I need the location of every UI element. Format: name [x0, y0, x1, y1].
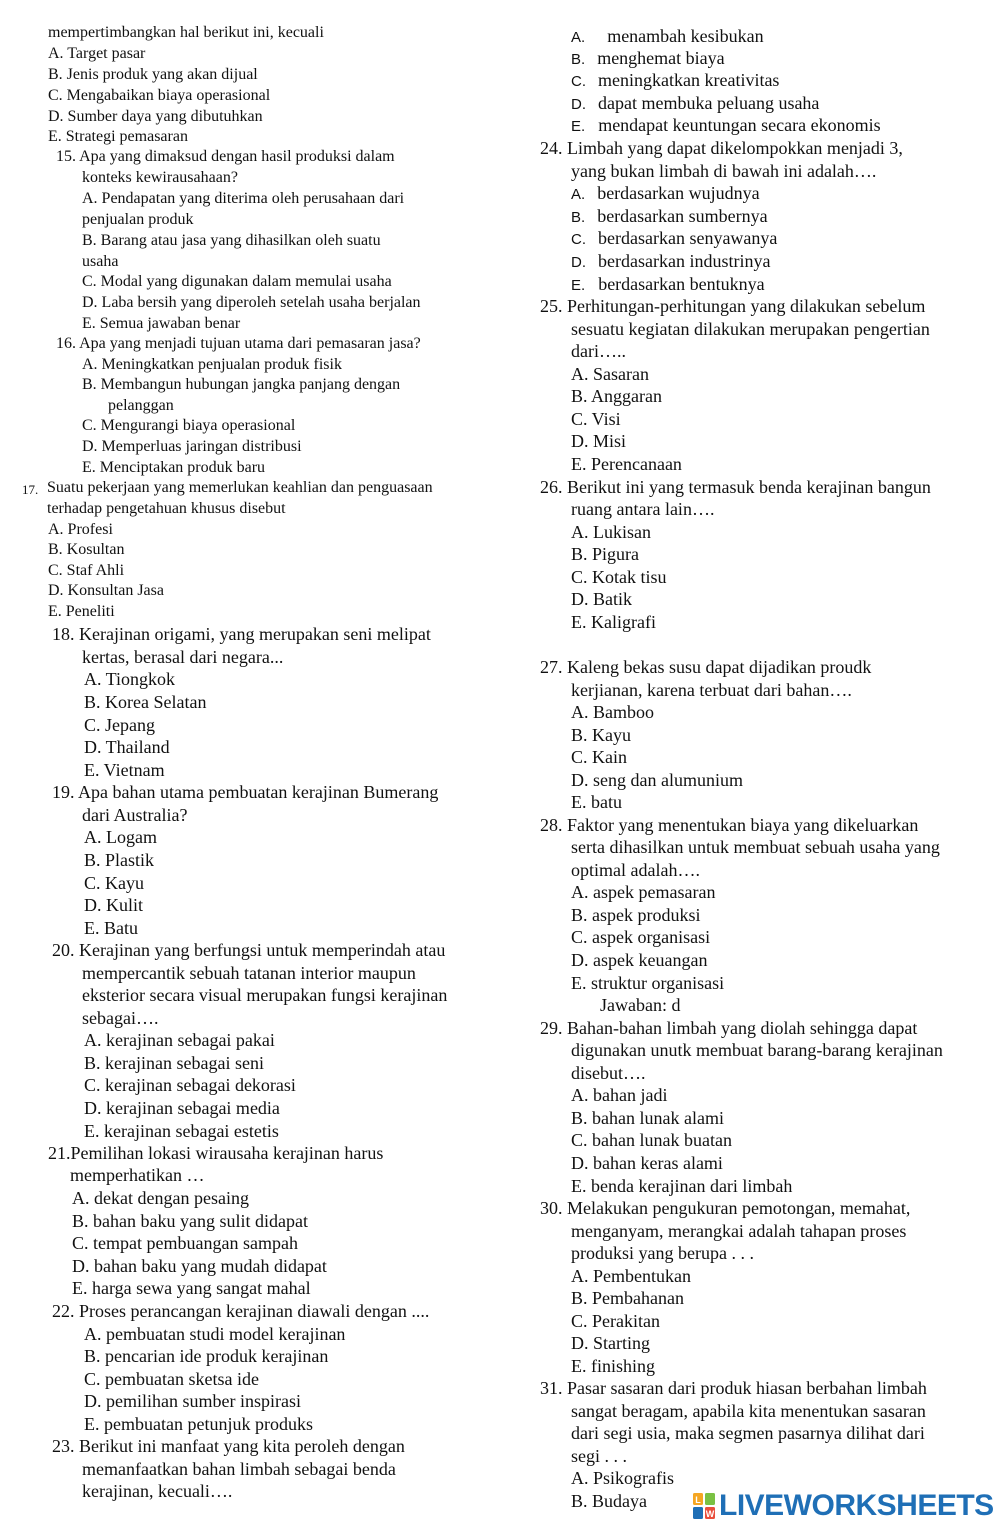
q29-option-e[interactable]: E. benda kerajinan dari limbah — [571, 1176, 793, 1196]
q20-option-a[interactable]: A. kerajinan sebagai pakai — [84, 1030, 275, 1050]
q17-option-e[interactable]: E. Peneliti — [48, 603, 115, 620]
q21-option-d[interactable]: D. bahan baku yang mudah didapat — [72, 1256, 327, 1276]
q17-option-b[interactable]: B. Kosultan — [48, 541, 125, 558]
question-30-line-2: menganyam, merangkai adalah tahapan proses — [571, 1221, 907, 1241]
question-21-line-2: memperhatikan … — [70, 1165, 205, 1185]
q28-option-b[interactable]: B. aspek produksi — [571, 905, 701, 925]
question-31: 31. Pasar sasaran dari produk hiasan berbahan limbah — [540, 1378, 927, 1398]
q17-option-a[interactable]: A. Profesi — [48, 521, 113, 538]
q25-option-c[interactable]: C. Visi — [571, 409, 621, 429]
q19-option-c[interactable]: C. Kayu — [84, 873, 144, 893]
logo-mark-l: L — [695, 1495, 701, 1505]
q30-option-d[interactable]: D. Starting — [571, 1333, 650, 1353]
question-18: 18. Kerajinan origami, yang merupakan seni melipat — [52, 624, 431, 644]
q22-option-e[interactable]: E. pembuatan petunjuk produks — [84, 1414, 313, 1434]
question-30-line-3: produksi yang berupa . . . — [571, 1243, 754, 1263]
question-25: 25. Perhitungan-perhitungan yang dilakukan sebelum — [540, 296, 926, 316]
q18-option-b[interactable]: B. Korea Selatan — [84, 692, 207, 712]
q18-option-c[interactable]: C. Jepang — [84, 715, 155, 735]
question-25-line-3: dari….. — [571, 341, 626, 361]
q23-option-c[interactable] — [571, 71, 779, 89]
q21-option-a[interactable]: A. dekat dengan pesaing — [72, 1188, 249, 1208]
q22-option-b[interactable]: B. pencarian ide produk kerajinan — [84, 1346, 329, 1366]
q23-option-b-letter: B. — [571, 51, 586, 68]
q19-option-d[interactable]: D. Kulit — [84, 895, 144, 915]
q29-option-a[interactable]: A. bahan jadi — [571, 1085, 668, 1105]
question-20-line-2: mempercantik sebuah tatanan interior maupun — [82, 963, 416, 983]
q22-option-c[interactable]: C. pembuatan sketsa ide — [84, 1369, 259, 1389]
q24-option-e-text: berdasarkan bentuknya — [598, 274, 765, 294]
q20-option-c[interactable]: C. kerajinan sebagai dekorasi — [84, 1075, 296, 1095]
q24-option-d-text: berdasarkan industrinya — [598, 251, 771, 271]
q15-option-a-cont: penjualan produk — [82, 211, 194, 228]
q22-option-a[interactable]: A. pembuatan studi model kerajinan — [84, 1324, 346, 1344]
q19-option-e[interactable]: E. Batu — [84, 918, 138, 938]
question-17-line-2: terhadap pengetahuan khusus disebut — [47, 500, 286, 517]
q14-option-a[interactable]: A. Target pasar — [48, 45, 146, 62]
question-31-line-3: dari segi usia, maka segmen pasarnya dilihat dari — [571, 1423, 925, 1443]
q31-option-a[interactable]: A. Psikografis — [571, 1468, 674, 1488]
question-24: 24. Limbah yang dapat dikelompokkan menjadi 3, — [540, 138, 903, 158]
question-19: 19. Apa bahan utama pembuatan kerajinan Bumerang — [52, 782, 439, 802]
question-29-line-2: digunakan unutk membuat barang-barang kerajinan — [571, 1040, 943, 1060]
question-29: 29. Bahan-bahan limbah yang diolah sehingga dapat — [540, 1018, 918, 1038]
question-20-line-3: eksterior secara visual merupakan fungsi kerajinan — [82, 985, 448, 1005]
q30-option-c[interactable]: C. Perakitan — [571, 1311, 660, 1331]
q16-option-d[interactable]: D. Memperluas jaringan distribusi — [82, 438, 302, 455]
q24-option-c-text: berdasarkan senyawanya — [598, 228, 778, 248]
q28-option-e[interactable]: E. struktur organisasi — [571, 973, 725, 993]
q21-option-c[interactable]: C. tempat pembuangan sampah — [72, 1233, 298, 1253]
q27-option-a[interactable]: A. Bamboo — [571, 702, 654, 722]
q17-option-c[interactable]: C. Staf Ahli — [48, 562, 125, 579]
q24-option-c-letter: C. — [571, 231, 586, 248]
q15-option-b[interactable]: B. Barang atau jasa yang dihasilkan oleh suatu — [82, 232, 381, 249]
q30-option-b[interactable]: B. Pembahanan — [571, 1288, 684, 1308]
liveworksheets-wordmark: LIVEWORKSHEETS — [719, 1489, 994, 1522]
q23-option-d[interactable] — [571, 94, 819, 112]
q30-option-e[interactable]: E. finishing — [571, 1356, 655, 1376]
q24-option-c[interactable] — [571, 229, 777, 247]
q30-option-a[interactable]: A. Pembentukan — [571, 1266, 691, 1286]
q26-option-c[interactable]: C. Kotak tisu — [571, 567, 667, 587]
q23-option-a-letter: A. — [571, 29, 586, 46]
question-24-line-2: yang bukan limbah di bawah ini adalah…. — [571, 161, 877, 181]
q24-option-e-letter: E. — [571, 277, 586, 294]
q24-option-d-letter: D. — [571, 254, 586, 271]
question-28-line-3: optimal adalah…. — [571, 860, 700, 880]
q19-option-b[interactable]: B. Plastik — [84, 850, 155, 870]
q14-option-d[interactable]: D. Sumber daya yang dibutuhkan — [48, 108, 263, 125]
q15-option-b-cont: usaha — [82, 253, 119, 270]
question-23-line-2: memanfaatkan bahan limbah sebagai benda — [82, 1459, 396, 1479]
q21-option-e[interactable]: E. harga sewa yang sangat mahal — [72, 1278, 311, 1298]
question-29-line-3: disebut…. — [571, 1063, 646, 1083]
question-27: 27. Kaleng bekas susu dapat dijadikan proudk — [540, 657, 872, 677]
q25-option-d[interactable]: D. Misi — [571, 431, 627, 451]
q28-option-c[interactable]: C. aspek organisasi — [571, 927, 711, 947]
q27-option-d[interactable]: D. seng dan alumunium — [571, 770, 743, 790]
q23-option-b[interactable] — [571, 49, 725, 67]
q29-option-c[interactable]: C. bahan lunak buatan — [571, 1130, 732, 1150]
q26-option-e[interactable]: E. Kaligrafi — [571, 612, 656, 632]
q27-option-b[interactable]: B. Kayu — [571, 725, 631, 745]
question-28: 28. Faktor yang menentukan biaya yang dikeluarkan — [540, 815, 919, 835]
q23-option-c-text: meningkatkan kreativitas — [598, 70, 780, 90]
q26-option-b[interactable]: B. Pigura — [571, 544, 640, 564]
q24-option-a-letter: A. — [571, 186, 586, 203]
q16-option-b[interactable]: B. Membangun hubungan jangka panjang dengan — [82, 376, 401, 393]
question-22: 22. Proses perancangan kerajinan diawali dengan .... — [52, 1301, 430, 1321]
question-23-line-3: kerajinan, kecuali…. — [82, 1481, 233, 1501]
q24-option-d[interactable] — [571, 252, 770, 270]
q28-answer-key: Jawaban: d — [600, 995, 681, 1015]
q21-option-b[interactable]: B. bahan baku yang sulit didapat — [72, 1211, 308, 1231]
q15-option-d[interactable]: D. Laba bersih yang diperoleh setelah usaha berjalan — [82, 294, 421, 311]
q15-option-a[interactable]: A. Pendapatan yang diterima oleh perusahaan dari — [82, 190, 405, 207]
question-30: 30. Melakukan pengukuran pemotongan, memahat, — [540, 1198, 911, 1218]
q29-option-d[interactable]: D. bahan keras alami — [571, 1153, 723, 1173]
question-20: 20. Kerajinan yang berfungsi untuk memperindah atau — [52, 940, 446, 960]
question-26: 26. Berikut ini yang termasuk benda kerajinan bangun — [540, 477, 931, 497]
q24-option-b-text: berdasarkan sumbernya — [597, 206, 768, 226]
question-16: 16. Apa yang menjadi tujuan utama dari pemasaran jasa? — [56, 335, 421, 352]
q16-option-b-cont: pelanggan — [108, 397, 174, 414]
q26-option-a[interactable]: A. Lukisan — [571, 522, 651, 542]
logo-mark-w: W — [705, 1509, 715, 1519]
q16-option-c[interactable]: C. Mengurangi biaya operasional — [82, 417, 296, 434]
q24-option-b[interactable] — [571, 207, 768, 225]
liveworksheets-logo[interactable] — [693, 1489, 994, 1523]
q20-option-d[interactable]: D. kerajinan sebagai media — [84, 1098, 280, 1118]
q14-option-c[interactable]: C. Mengabaikan biaya operasional — [48, 87, 271, 104]
q18-option-d[interactable]: D. Thailand — [84, 737, 170, 757]
q20-option-b[interactable]: B. kerajinan sebagai seni — [84, 1053, 264, 1073]
q23-option-a[interactable] — [571, 27, 764, 45]
q24-option-b-letter: B. — [571, 209, 586, 226]
q31-option-b[interactable]: B. Budaya — [571, 1491, 647, 1511]
q25-option-e[interactable]: E. Perencanaan — [571, 454, 682, 474]
question-21: 21.Pemilihan lokasi wirausaha kerajinan harus — [48, 1143, 384, 1163]
question-15: 15. Apa yang dimaksud dengan hasil produksi dalam — [56, 148, 395, 165]
q18-option-e[interactable]: E. Vietnam — [84, 760, 165, 780]
q23-option-e-letter: E. — [571, 118, 586, 135]
q27-option-e[interactable]: E. batu — [571, 792, 622, 812]
question-23: 23. Berikut ini manfaat yang kita peroleh dengan — [52, 1436, 405, 1456]
question-17: Suatu pekerjaan yang memerlukan keahlian dan penguasaan — [47, 479, 433, 496]
q24-option-e[interactable] — [571, 275, 765, 293]
liveworksheets-logo-icon — [693, 1493, 715, 1519]
question-15-line-2: konteks kewirausahaan? — [82, 169, 238, 186]
q23-option-b-text: menghemat biaya — [597, 48, 725, 68]
question-31-line-4: segi . . . — [571, 1446, 627, 1466]
q18-option-a[interactable]: A. Tiongkok — [84, 669, 176, 689]
q23-option-c-letter: C. — [571, 73, 586, 90]
q28-option-a[interactable]: A. aspek pemasaran — [571, 882, 716, 902]
question-17-number: 17. — [22, 482, 39, 497]
q16-option-e[interactable]: E. Menciptakan produk baru — [82, 459, 266, 476]
q15-option-e[interactable]: E. Semua jawaban benar — [82, 315, 241, 332]
q27-option-c[interactable]: C. Kain — [571, 747, 627, 767]
q23-option-e[interactable] — [571, 116, 881, 134]
q16-option-a[interactable]: A. Meningkatkan penjualan produk fisik — [82, 356, 342, 373]
question-31-line-2: sangat beragam, apabila kita menentukan sasaran — [571, 1401, 926, 1421]
q24-option-a[interactable] — [571, 184, 760, 202]
q14-option-e[interactable]: E. Strategi pemasaran — [48, 128, 188, 145]
question-20-line-4: sebagai…. — [82, 1008, 159, 1028]
question-14-tail: mempertimbangkan hal berikut ini, kecuali — [48, 24, 324, 41]
question-25-line-2: sesuatu kegiatan dilakukan merupakan pengertian — [571, 319, 930, 339]
q29-option-b[interactable]: B. bahan lunak alami — [571, 1108, 724, 1128]
q23-option-d-letter: D. — [571, 96, 586, 113]
question-27-line-2: kerjianan, karena terbuat dari bahan…. — [571, 680, 852, 700]
q25-option-a[interactable]: A. Sasaran — [571, 364, 649, 384]
q15-option-c[interactable]: C. Modal yang digunakan dalam memulai usaha — [82, 273, 392, 290]
q19-option-a[interactable]: A. Logam — [84, 827, 157, 847]
q14-option-b[interactable]: B. Jenis produk yang akan dijual — [48, 66, 258, 83]
question-18-line-2: kertas, berasal dari negara... — [82, 647, 284, 667]
q22-option-d[interactable]: D. pemilihan sumber inspirasi — [84, 1391, 301, 1411]
question-28-line-2: serta dihasilkan untuk membuat sebuah usaha yang — [571, 837, 940, 857]
q17-option-d[interactable]: D. Konsultan Jasa — [48, 582, 164, 599]
q24-option-a-text: berdasarkan wujudnya — [597, 183, 760, 203]
question-26-line-2: ruang antara lain…. — [571, 499, 715, 519]
q20-option-e[interactable]: E. kerajinan sebagai estetis — [84, 1121, 279, 1141]
q28-option-d[interactable]: D. aspek keuangan — [571, 950, 708, 970]
q23-option-e-text: mendapat keuntungan secara ekonomis — [598, 115, 881, 135]
q23-option-d-text: dapat membuka peluang usaha — [598, 93, 820, 113]
q25-option-b[interactable]: B. Anggaran — [571, 386, 662, 406]
q26-option-d[interactable]: D. Batik — [571, 589, 632, 609]
question-19-line-2: dari Australia? — [82, 805, 188, 825]
q23-option-a-text: menambah kesibukan — [607, 26, 764, 46]
